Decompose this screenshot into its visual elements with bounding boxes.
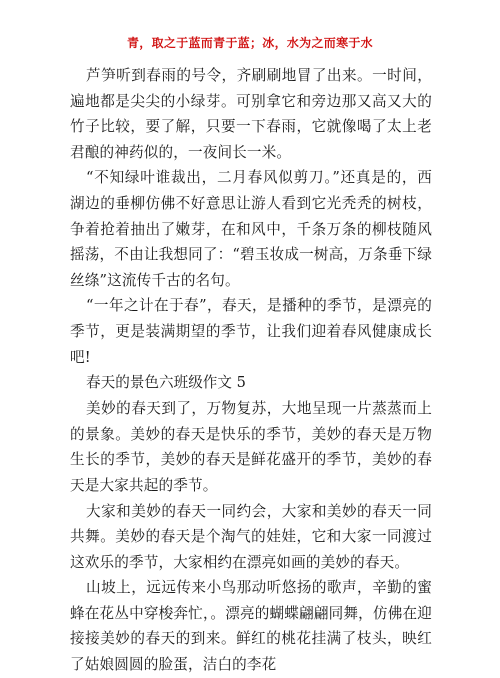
paragraph-5: 大家和美妙的春天一同约会，大家和美妙的春天一同共舞。美妙的春天是个淘气的娃娃，它和大家一同渡过这欢乐的季节，大家相约在漂亮如画的美妙的春天。 [70,502,432,571]
document-body [70,63,432,678]
paragraph-2: “不知绿叶谁裁出，二月春风似剪刀。”还真是的，西湖边的垂柳仿佛不好意思让游人看到它光秃秃的树枝，争着抢着抽出了嫩芽，在和风中，千条万条的柳枝随风摇荡，不由让我想同了：“碧玉妆成一树高，万条垂下绿丝绦”这流传千古的名句。 [70,169,432,289]
paragraph-4: 美妙的春天到了，万物复苏，大地呈现一片蒸蒸而上的景象。美妙的春天是快乐的季节，美妙的春天是万物生长的季节，美妙的春天是鲜花盛开的季节，美妙的春天是大家共起的季节。 [70,400,432,494]
essay-subtitle: 春天的景色六班级作文 5 [86,374,246,392]
paragraph-6: 山坡上，远远传来小鸟那动听悠扬的歌声，辛勤的蜜蜂在花丛中穿梭奔忙，。漂亮的蝴蝶翩翩同舞，仿佛在迎接接美妙的春天的到来。鲜红的桃花挂满了枝头，映红了姑娘圆圆的脸蛋，洁白的李花 [70,579,432,674]
paragraph-1: 芦笋听到春雨的号令，齐刷刷地冒了出来。一时间，遍地都是尖尖的小绿芽。可别拿它和旁边那又高又大的竹子比较，要了解，只要一下春雨，它就像喝了太上老君酿的神药似的，一夜间长一米。 [70,67,432,161]
paragraph-3: “一年之计在于春”，春天，是播种的季节，是漂亮的季节，更是装满期望的季节，让我们迎着春风健康成长吧! [70,297,432,366]
header-quote: 青，取之于蓝而青于蓝；冰，水为之而寒于水 [126,36,373,50]
